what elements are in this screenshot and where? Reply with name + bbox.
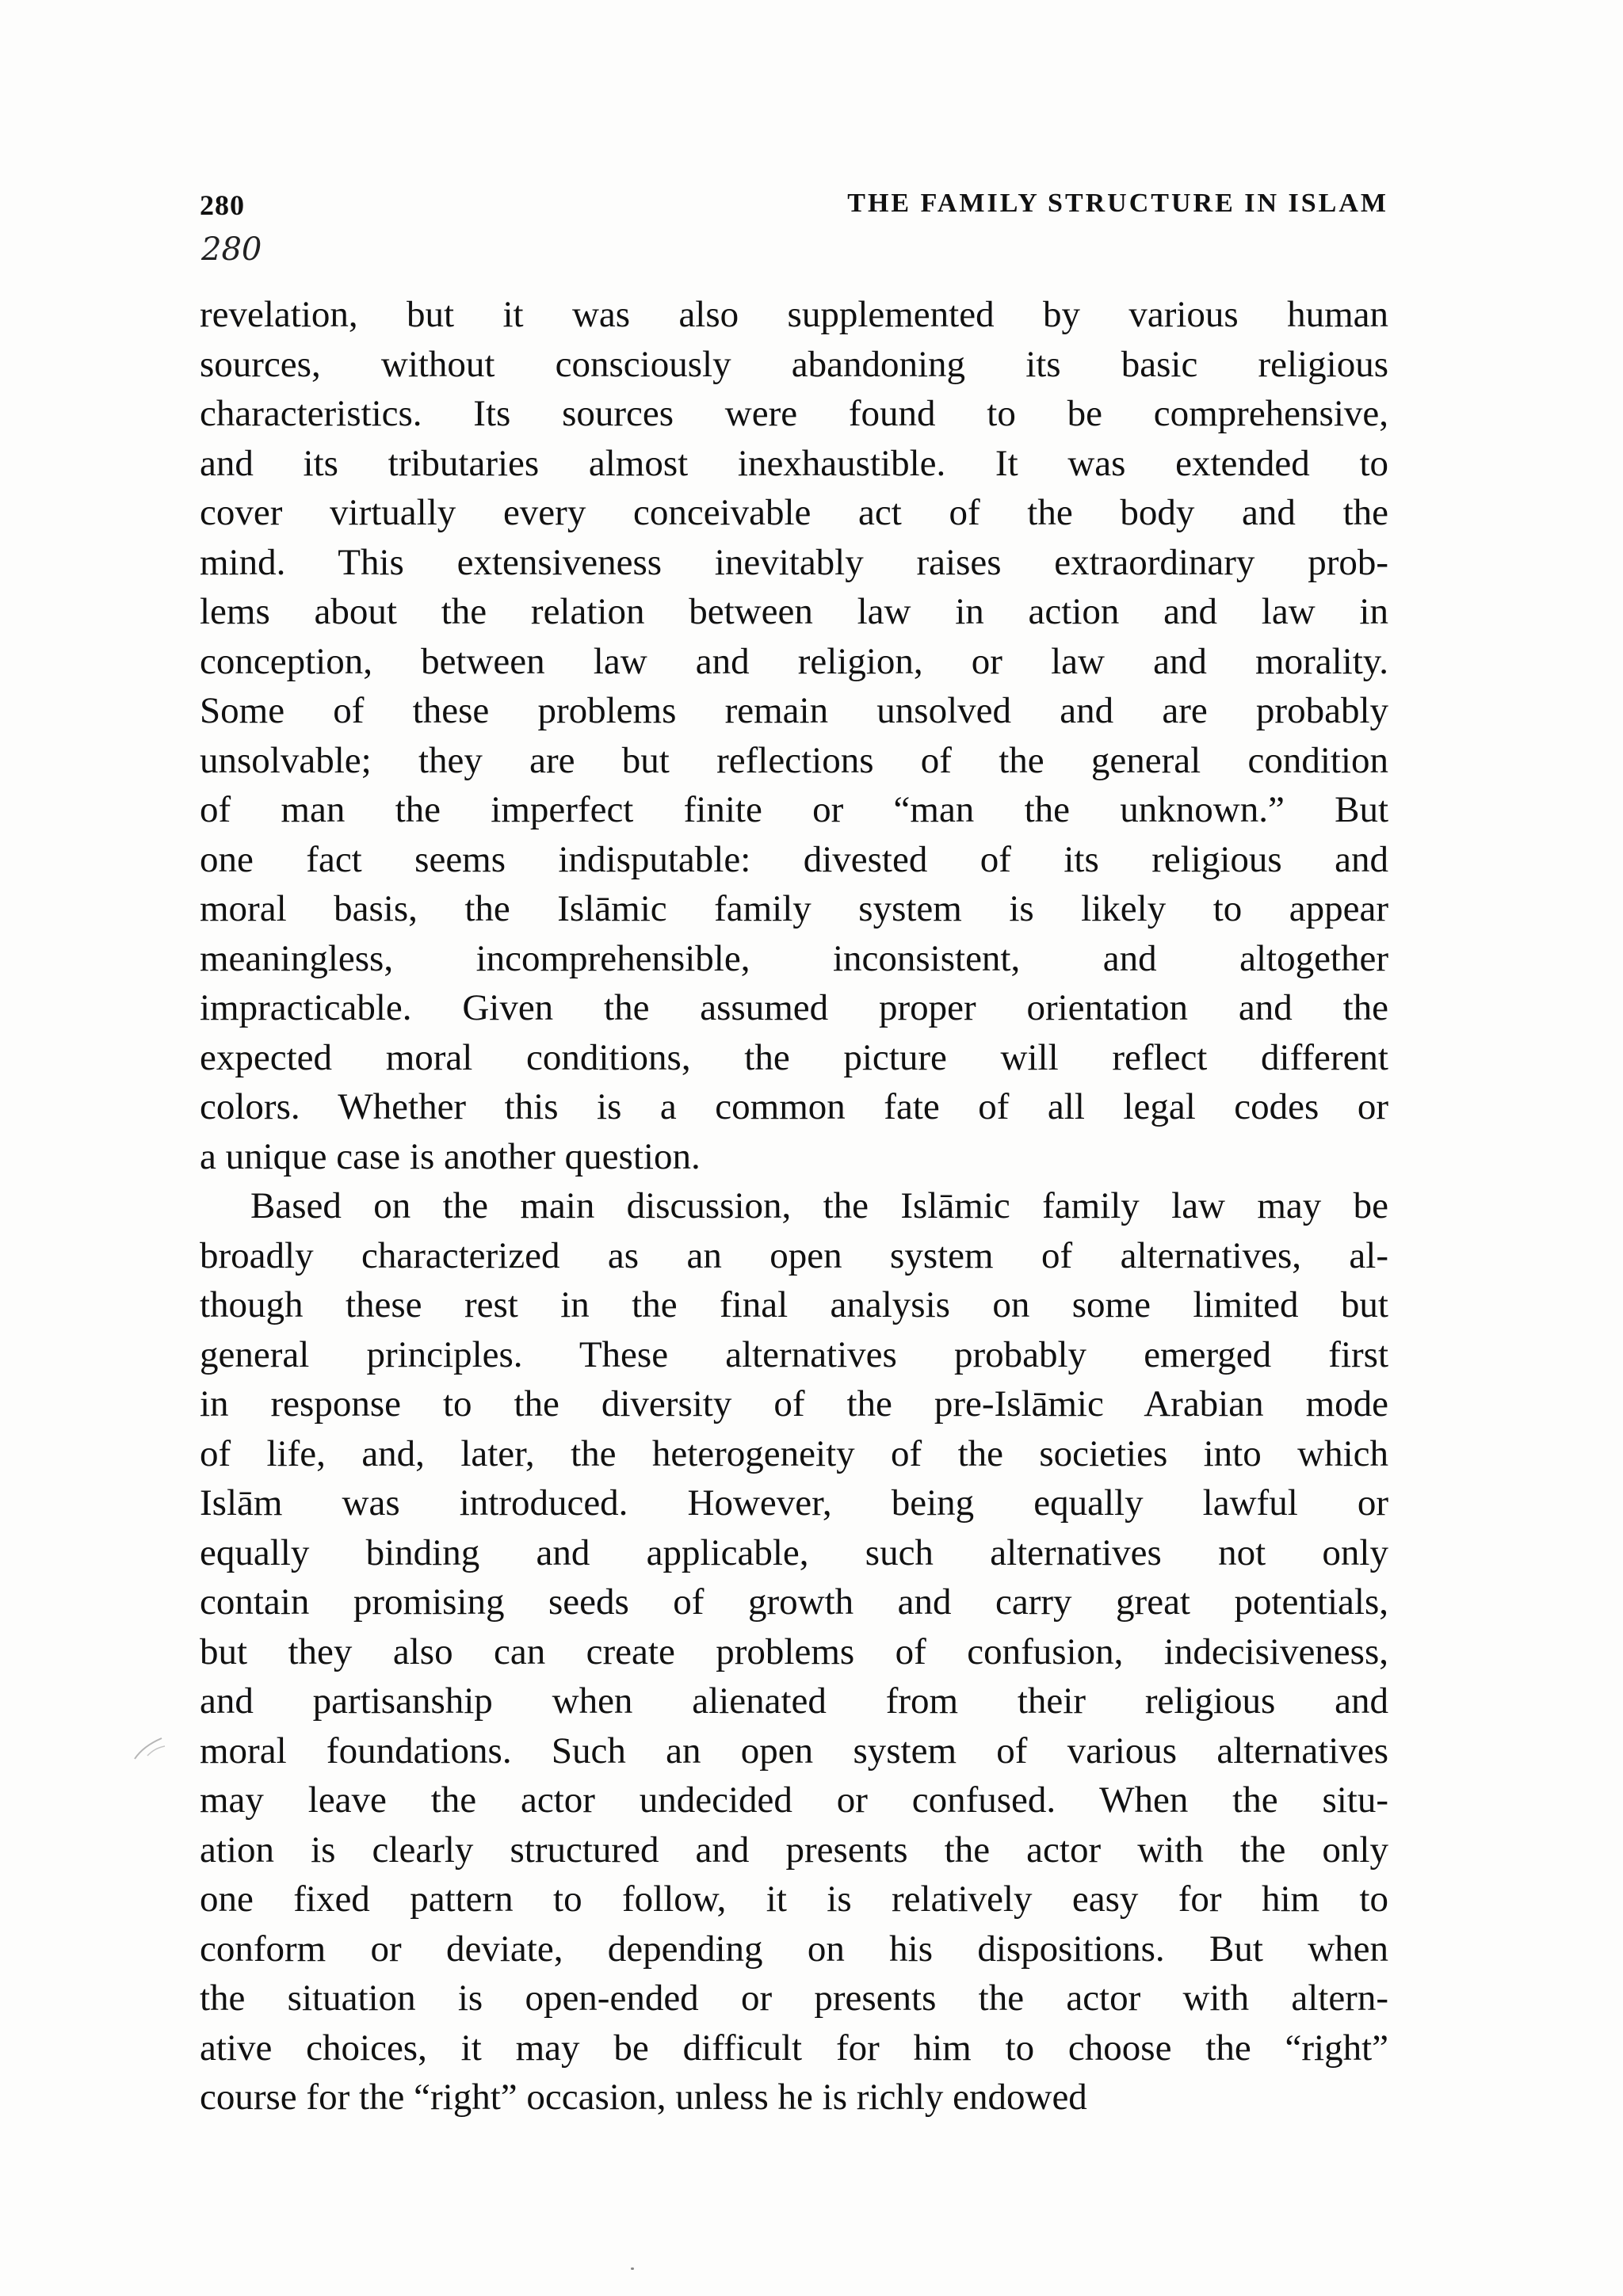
handwritten-page-number: 280 [201, 231, 262, 268]
text-line: unsolvable; they are but reflections of the general condition [200, 739, 1388, 781]
page-number: 280 [200, 189, 245, 221]
text-line: of man the imperfect finite or “man the unknown.” But [200, 789, 1388, 830]
margin-pencil-mark [127, 1732, 174, 1764]
body-text [200, 290, 1388, 2122]
text-line: a unique case is another question. [200, 1135, 701, 1177]
text-line: and its tributaries almost inexhaustible. It was extended to [200, 442, 1388, 484]
text-line: moral foundations. Such an open system of various alternatives [200, 1730, 1388, 1772]
text-line: contain promising seeds of growth and carry great potentials, [200, 1581, 1388, 1623]
page-speck [631, 2267, 634, 2270]
text-line: course for the “right” occasion, unless he is richly endowed [200, 2077, 1087, 2118]
text-line: general principles. These alternatives probably emerged first [200, 1333, 1388, 1375]
text-line: conform or deviate, depending on his dispositions. But when [200, 1928, 1388, 1970]
text-line: mind. This extensiveness inevitably raises extraordinary prob- [200, 541, 1388, 583]
text-line: broadly characterized as an open system of alternatives, al- [200, 1234, 1388, 1276]
text-line: moral basis, the Islāmic family system is likely to appear [200, 888, 1388, 929]
text-line: equally binding and applicable, such alternatives not only [200, 1531, 1388, 1573]
text-line: characteristics. Its sources were found to be comprehensive, [200, 393, 1388, 434]
text-line: one fixed pattern to follow, it is relatively easy for him to [200, 1878, 1388, 1920]
paragraph [200, 1181, 1388, 2122]
text-line: ation is clearly structured and presents the actor with the only [200, 1829, 1388, 1871]
text-line: and partisanship when alienated from their religious and [200, 1680, 1388, 1722]
text-line: one fact seems indisputable: divested of its religious and [200, 838, 1388, 880]
text-line: may leave the actor undecided or confused. When the situ- [200, 1779, 1388, 1821]
text-line: lems about the relation between law in action and law in [200, 591, 1388, 632]
text-line: Some of these problems remain unsolved and are probably [200, 690, 1388, 731]
text-line: but they also can create problems of confusion, indecisiveness, [200, 1630, 1388, 1672]
text-line: colors. Whether this is a common fate of all legal codes or [200, 1086, 1388, 1127]
text-line: meaningless, incomprehensible, inconsistent, and altogether [200, 937, 1388, 979]
paragraph-container [200, 290, 1388, 2122]
text-line: of life, and, later, the heterogeneity of the societies into which [200, 1432, 1388, 1474]
text-line: in response to the diversity of the pre-Islāmic Arabian mode [200, 1383, 1388, 1425]
text-line: the situation is open-ended or presents the actor with altern- [200, 1978, 1388, 2019]
running-head [200, 189, 1388, 228]
text-line: revelation, but it was also supplemented by various human [200, 294, 1388, 335]
text-line: sources, without consciously abandoning its basic religious [200, 343, 1388, 385]
text-line: expected moral conditions, the picture will reflect different [200, 1036, 1388, 1078]
paragraph [200, 290, 1388, 1181]
text-line: ative choices, it may be difficult for him to choose the “right” [200, 2027, 1388, 2069]
text-line: Islām was introduced. However, being equally lawful or [200, 1482, 1388, 1524]
text-line: Based on the main discussion, the Islāmic family law may be [250, 1185, 1388, 1226]
text-line: impracticable. Given the assumed proper orientation and the [200, 987, 1388, 1028]
text-line: conception, between law and religion, or law and morality. [200, 640, 1388, 682]
text-line: cover virtually every conceivable act of the body and the [200, 492, 1388, 533]
text-line: though these rest in the final analysis on some limited but [200, 1284, 1388, 1325]
running-head-title: THE FAMILY STRUCTURE IN ISLAM [847, 189, 1388, 218]
